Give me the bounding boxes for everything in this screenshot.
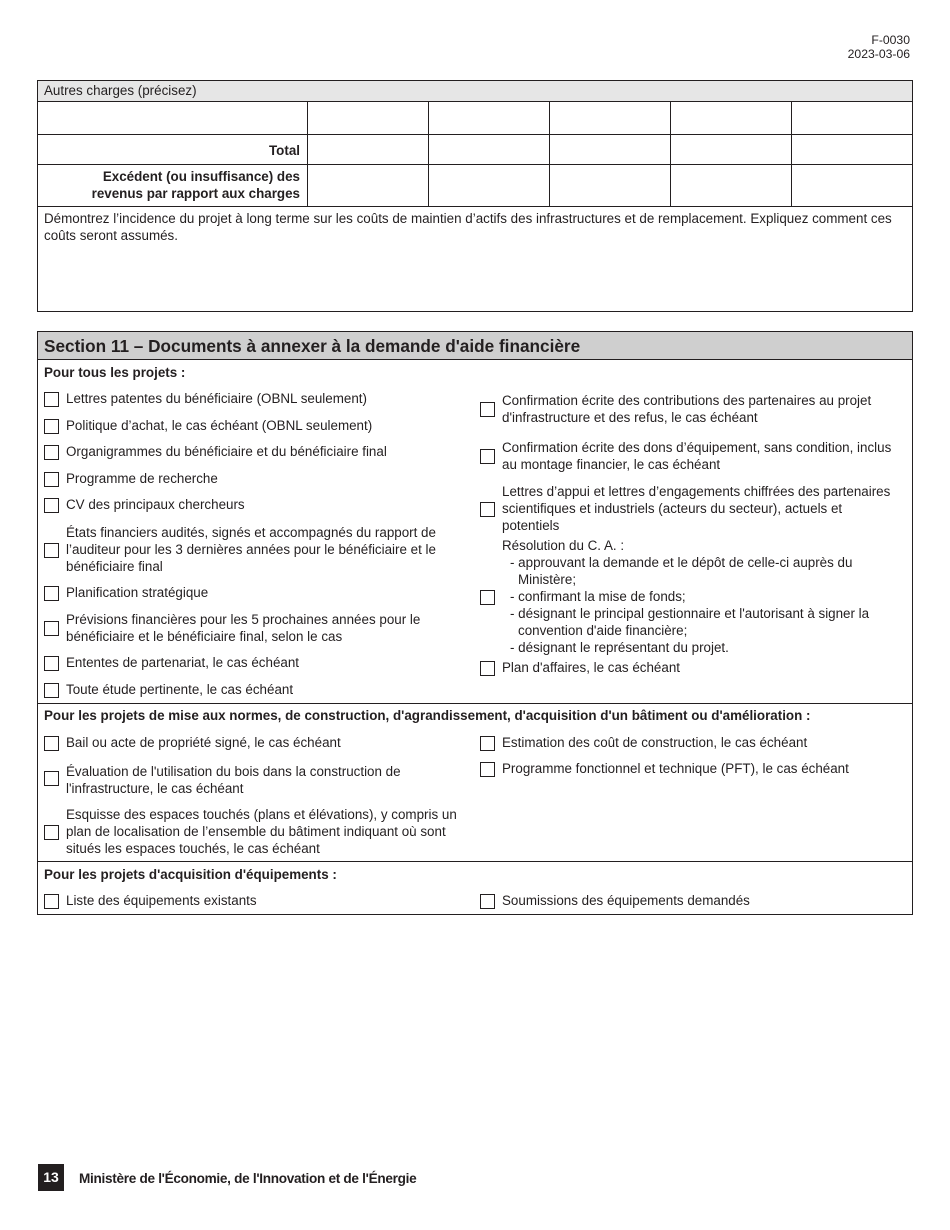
- document-label: Planification stratégique: [66, 585, 209, 600]
- page-number: 13: [38, 1164, 64, 1191]
- all-projects-heading: Pour tous les projets :: [44, 365, 186, 380]
- document-label: Lettres d’appui et lettres d’engagements chiffrées des partenaires scientifiques et industriels (acteurs du secteur), actuels et potentiels: [502, 484, 891, 533]
- other-charges-year2-input[interactable]: [429, 102, 548, 134]
- resolution-title: Résolution du C. A. :: [502, 538, 625, 553]
- form-date: 2023-03-06: [847, 47, 910, 61]
- support-letters-checkbox[interactable]: [480, 502, 495, 517]
- business-plan-checkbox[interactable]: [480, 661, 495, 676]
- total-label: Total: [269, 143, 300, 158]
- row-divider: [38, 206, 912, 207]
- document-label: Toute étude pertinente, le cas échéant: [66, 682, 294, 697]
- document-label: Esquisse des espaces touchés (plans et élévations), y compris un plan de localisation de l’ensemble du bâtiment indiquant où sont situés les espaces touchés, le cas échéant: [66, 807, 457, 856]
- document-label: Estimation des coût de construction, le cas échéant: [502, 735, 808, 750]
- total-year3-input[interactable]: [550, 135, 669, 164]
- document-label: Évaluation de l'utilisation du bois dans la construction de l'infrastructure, le cas échéant: [66, 764, 401, 796]
- functional-program-checkbox[interactable]: [480, 762, 495, 777]
- document-label: Organigrammes du bénéficiaire et du bénéficiaire final: [66, 444, 387, 459]
- document-label: Programme de recherche: [66, 471, 218, 486]
- form-code: F-0030: [871, 33, 910, 47]
- form-code-block: [848, 33, 910, 61]
- financial-forecasts-checkbox[interactable]: [44, 621, 59, 636]
- other-charges-year4-input[interactable]: [671, 102, 790, 134]
- long-term-impact-answer-field[interactable]: [44, 247, 904, 307]
- strategic-planning-checkbox[interactable]: [44, 586, 59, 601]
- document-label: Bail ou acte de propriété signé, le cas échéant: [66, 735, 341, 750]
- construction-estimate-checkbox[interactable]: [480, 736, 495, 751]
- other-charges-year1-input[interactable]: [308, 102, 427, 134]
- document-label: Politique d’achat, le cas échéant (OBNL seulement): [66, 418, 373, 433]
- purchasing-policy-checkbox[interactable]: [44, 419, 59, 434]
- other-charges-year3-input[interactable]: [550, 102, 669, 134]
- building-projects-heading: Pour les projets de mise aux normes, de construction, d'agrandissement, d'acquisition d'un bâtiment ou d'amélioration :: [44, 708, 811, 723]
- letters-patent-checkbox[interactable]: [44, 392, 59, 407]
- section-divider: [38, 861, 912, 862]
- equipment-projects-heading: Pour les projets d'acquisition d'équipements :: [44, 867, 337, 882]
- audited-statements-checkbox[interactable]: [44, 543, 59, 558]
- surplus-year1-input[interactable]: [308, 165, 427, 206]
- resolution-point: - désignant le principal gestionnaire et l'autorisant à signer la convention d'aide financière;: [510, 606, 870, 638]
- ministry-name: Ministère de l'Économie, de l'Innovation et de l'Énergie: [79, 1171, 417, 1186]
- section-11: [37, 331, 913, 915]
- resolution-text: [502, 537, 898, 656]
- document-label: CV des principaux chercheurs: [66, 497, 245, 512]
- other-charges-description-input[interactable]: [38, 102, 306, 134]
- budget-table: [37, 80, 913, 312]
- total-year2-input[interactable]: [429, 135, 548, 164]
- resolution-point: - confirmant la mise de fonds;: [510, 589, 686, 604]
- section-11-title: Section 11 – Documents à annexer à la demande d'aide financière: [38, 332, 912, 360]
- document-label: Lettres patentes du bénéficiaire (OBNL seulement): [66, 391, 367, 406]
- existing-equipment-checkbox[interactable]: [44, 894, 59, 909]
- equipment-quotes-checkbox[interactable]: [480, 894, 495, 909]
- total-year5-input[interactable]: [792, 135, 911, 164]
- relevant-study-checkbox[interactable]: [44, 683, 59, 698]
- total-year1-input[interactable]: [308, 135, 427, 164]
- equipment-donations-checkbox[interactable]: [480, 449, 495, 464]
- researchers-cv-checkbox[interactable]: [44, 498, 59, 513]
- surplus-year2-input[interactable]: [429, 165, 548, 206]
- resolution-point: - approuvant la demande et le dépôt de celle-ci auprès du Ministère;: [510, 555, 853, 587]
- surplus-year5-input[interactable]: [792, 165, 911, 206]
- surplus-year3-input[interactable]: [550, 165, 669, 206]
- resolution-point: - désignant le représentant du projet.: [510, 640, 729, 655]
- space-sketch-checkbox[interactable]: [44, 825, 59, 840]
- document-label: Prévisions financières pour les 5 prochaines années pour le bénéficiaire et le bénéficiaire final, selon le cas: [66, 612, 421, 644]
- document-label: États financiers audités, signés et accompagnés du rapport de l’auditeur pour les 3 dernières années pour le bénéficiaire et le bénéficiaire final: [66, 525, 436, 574]
- document-label: Liste des équipements existants: [66, 893, 257, 908]
- partnership-agreements-checkbox[interactable]: [44, 656, 59, 671]
- document-label: Ententes de partenariat, le cas échéant: [66, 655, 300, 670]
- wood-evaluation-checkbox[interactable]: [44, 771, 59, 786]
- document-label: Confirmation écrite des dons d’équipement, sans condition, inclus au montage financier, le cas échéant: [502, 440, 892, 472]
- partner-contributions-checkbox[interactable]: [480, 402, 495, 417]
- document-label: Plan d'affaires, le cas échéant: [502, 660, 680, 675]
- resolution-points: [502, 554, 898, 656]
- board-resolution-checkbox[interactable]: [480, 590, 495, 605]
- research-program-checkbox[interactable]: [44, 472, 59, 487]
- document-label: Programme fonctionnel et technique (PFT), le cas échéant: [502, 761, 849, 776]
- other-charges-header: Autres charges (précisez): [38, 81, 912, 102]
- document-label: Confirmation écrite des contributions des partenaires au projet d'infrastructure et des refus, le cas échéant: [502, 393, 872, 425]
- surplus-year4-input[interactable]: [671, 165, 790, 206]
- document-label: Soumissions des équipements demandés: [502, 893, 750, 908]
- org-charts-checkbox[interactable]: [44, 445, 59, 460]
- lease-deed-checkbox[interactable]: [44, 736, 59, 751]
- other-charges-year5-input[interactable]: [792, 102, 911, 134]
- section-divider: [38, 703, 912, 704]
- surplus-label: Excédent (ou insuffisance) des revenus par rapport aux charges: [91, 169, 300, 201]
- long-term-impact-question: Démontrez l’incidence du projet à long terme sur les coûts de maintien d’actifs des infrastructures et de remplacement. Expliquez comment ces coûts seront assumés.: [44, 211, 892, 243]
- total-year4-input[interactable]: [671, 135, 790, 164]
